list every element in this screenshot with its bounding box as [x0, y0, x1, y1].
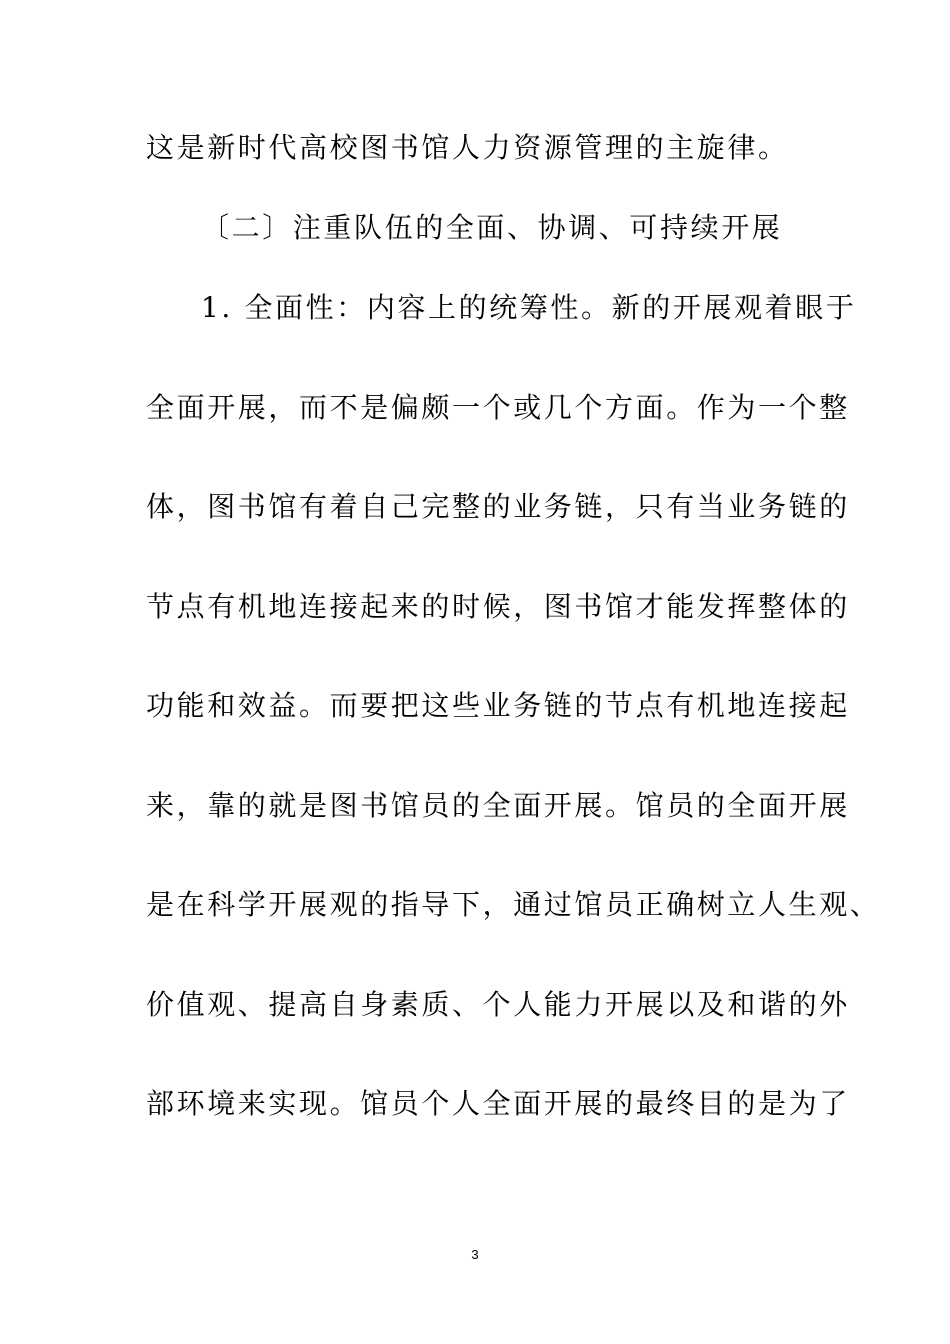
- section-heading: 〔二〕注重队伍的全面、协调、可持续开展: [201, 211, 783, 244]
- text-line-4: 全面开展，而不是偏颇一个或几个方面。作为一个整: [146, 391, 850, 424]
- text-line-5: 体，图书馆有着自己完整的业务链，只有当业务链的: [146, 490, 850, 523]
- page-number: 3: [471, 1247, 479, 1262]
- text-line-9: 是在科学开展观的指导下，通过馆员正确树立人生观、: [146, 888, 881, 921]
- text-line-11: 部环境来实现。馆员个人全面开展的最终目的是为了: [146, 1087, 850, 1120]
- text-line-3: 1. 全面性：内容上的统筹性。新的开展观着眼于: [201, 291, 857, 324]
- text-line-10: 价值观、提高自身素质、个人能力开展以及和谐的外: [146, 988, 850, 1021]
- text-line-7: 功能和效益。而要把这些业务链的节点有机地连接起: [146, 689, 850, 722]
- text-line-8: 来，靠的就是图书馆员的全面开展。馆员的全面开展: [146, 789, 850, 822]
- text-line-1: 这是新时代高校图书馆人力资源管理的主旋律。: [146, 131, 789, 164]
- text-line-6: 节点有机地连接起来的时候，图书馆才能发挥整体的: [146, 590, 850, 623]
